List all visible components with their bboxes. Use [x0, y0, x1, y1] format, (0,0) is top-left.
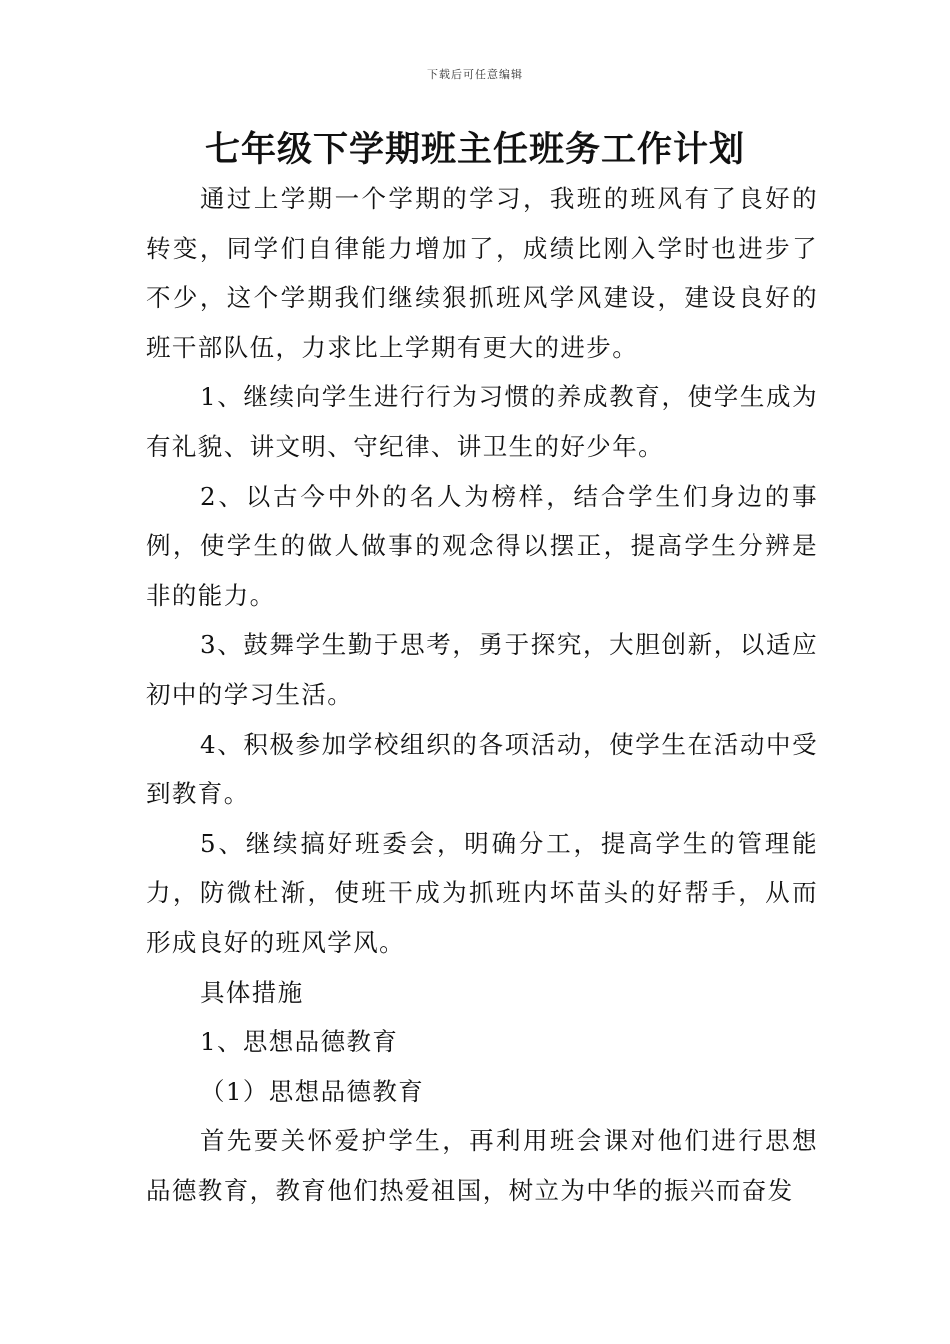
paragraph-item-2: 2、以古今中外的名人为榜样，结合学生们身边的事例，使学生的做人做事的观念得以摆正，提高学生分辨是非的能力。 — [146, 481, 818, 610]
document-title: 七年级下学期班主任班务工作计划 — [204, 129, 745, 170]
document-body — [146, 174, 818, 1215]
paragraph-moral-education: 首先要关怀爱护学生，再利用班会课对他们进行思想品德教育，教育他们热爱祖国，树立为中华的振兴而奋发 — [146, 1126, 818, 1205]
paragraph-item-4: 4、积极参加学校组织的各项活动，使学生在活动中受到教育。 — [146, 729, 818, 809]
paragraph-item-3: 3、鼓舞学生勤于思考，勇于探究，大胆创新，以适应初中的学习生活。 — [146, 630, 818, 709]
paragraph-item-5: 5、继续搞好班委会，明确分工，提高学生的管理能力，防微杜渐，使班干成为抓班内坏苗头的好帮手，从而形成良好的班风学风。 — [146, 828, 818, 957]
header-note: 下载后可任意编辑 — [427, 68, 523, 81]
section-heading-measures: 具体措施 — [200, 977, 304, 1007]
paragraph-intro: 通过上学期一个学期的学习，我班的班风有了良好的转变，同学们自律能力增加了，成绩比刚入学时也进步了不少，这个学期我们继续狠抓班风学风建设，建设良好的班干部队伍，力求比上学期有更大的进步。 — [146, 184, 818, 362]
subsection-heading-moral-education: 1、思想品德教育 — [200, 1027, 399, 1057]
sub-subsection-heading-moral-education: （1）思想品德教育 — [200, 1076, 425, 1106]
paragraph-item-1: 1、继续向学生进行行为习惯的养成教育，使学生成为有礼貌、讲文明、守纪律、讲卫生的好少年。 — [146, 382, 818, 461]
